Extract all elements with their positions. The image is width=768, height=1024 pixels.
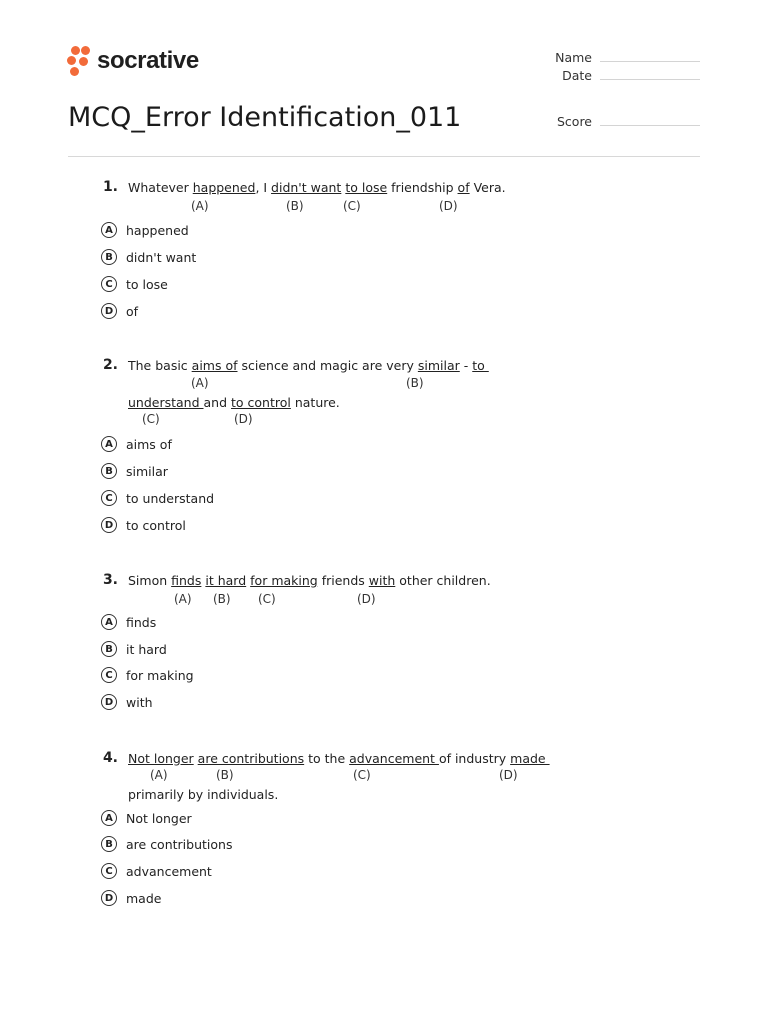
text-segment: The basic [128, 358, 192, 373]
option-letter-b: B [101, 836, 117, 852]
name-field[interactable] [532, 50, 700, 65]
question-number: 3. [102, 572, 118, 588]
option-text: to understand [126, 490, 215, 506]
option-letter-d: D [101, 517, 117, 533]
underlined-segment-d: with [368, 573, 396, 588]
option-a[interactable] [101, 434, 172, 454]
mark-c: (C) [258, 592, 276, 606]
mark-d: (D) [499, 768, 518, 782]
date-line[interactable] [600, 78, 700, 80]
date-label: Date [562, 68, 592, 83]
text-segment: Whatever [128, 180, 193, 195]
option-letter-c: C [101, 490, 117, 506]
question-text [128, 751, 550, 766]
option-text: made [126, 890, 162, 906]
option-a[interactable] [101, 612, 156, 632]
mark-c: (C) [142, 412, 160, 426]
option-c[interactable] [101, 861, 212, 881]
option-text: it hard [126, 641, 167, 657]
underlined-segment-d: made [510, 751, 550, 766]
mark-b: (B) [216, 768, 234, 782]
mark-a: (A) [191, 199, 209, 213]
underlined-segment-b: it hard [205, 573, 247, 588]
mark-b: (B) [286, 199, 304, 213]
underlined-segment-c: to lose [345, 180, 388, 195]
option-text: similar [126, 463, 168, 479]
underlined-segment-d: to control [231, 395, 291, 410]
underlined-segment-c: to [472, 358, 489, 373]
option-b[interactable] [101, 461, 168, 481]
option-letter-d: D [101, 694, 117, 710]
option-text: to lose [126, 276, 168, 292]
question-number: 2. [102, 357, 118, 373]
text-segment: to the [304, 751, 350, 766]
score-field[interactable] [532, 114, 700, 129]
header-divider [68, 156, 700, 157]
option-text: advancement [126, 863, 212, 879]
option-letter-a: A [101, 614, 117, 630]
option-letter-b: B [101, 641, 117, 657]
mark-c: (C) [343, 199, 361, 213]
option-letter-a: A [101, 810, 117, 826]
option-text: of [126, 303, 139, 319]
option-letter-a: A [101, 222, 117, 238]
text-segment: friendship [387, 180, 458, 195]
text-segment: friends [317, 573, 369, 588]
underlined-segment-c: for making [250, 573, 318, 588]
option-text: with [126, 694, 153, 710]
underlined-segment-a: happened [192, 180, 256, 195]
option-b[interactable] [101, 247, 196, 267]
text-segment: of industry [438, 751, 511, 766]
socrative-logo [67, 44, 199, 78]
underlined-segment-a: aims of [191, 358, 238, 373]
socrative-logo-icon [67, 44, 93, 78]
option-a[interactable] [101, 808, 192, 828]
option-c[interactable] [101, 274, 168, 294]
option-b[interactable] [101, 639, 167, 659]
question-text [128, 358, 489, 373]
underlined-segment-d: of [457, 180, 470, 195]
score-line[interactable] [600, 124, 700, 126]
option-letter-b: B [101, 249, 117, 265]
option-letter-c: C [101, 667, 117, 683]
underlined-segment-b: didn't want [271, 180, 342, 195]
text-segment: , I [255, 180, 272, 195]
question-text-line-2 [128, 395, 340, 410]
option-text: for making [126, 667, 194, 683]
option-letter-d: D [101, 303, 117, 319]
score-label: Score [556, 114, 592, 129]
question-text [128, 180, 506, 195]
option-d[interactable] [101, 692, 153, 712]
mark-d: (D) [357, 592, 376, 606]
page-title: MCQ_Error Identification_011 [68, 102, 462, 133]
question-text-line-2: primarily by individuals. [128, 787, 279, 802]
text-segment: Vera. [469, 180, 506, 195]
underlined-segment-b: similar [417, 358, 460, 373]
option-a[interactable] [101, 220, 189, 240]
option-text: finds [126, 614, 157, 630]
option-text: Not longer [126, 810, 192, 826]
mark-d: (D) [234, 412, 253, 426]
option-d[interactable] [101, 888, 161, 908]
question-text [128, 573, 491, 588]
mark-c: (C) [353, 768, 371, 782]
option-text: aims of [126, 436, 172, 452]
text-segment: nature. [290, 395, 340, 410]
option-letter-d: D [101, 890, 117, 906]
text-segment: other children. [395, 573, 491, 588]
mark-a: (A) [174, 592, 192, 606]
underlined-segment-b: are contributions [197, 751, 305, 766]
option-d[interactable] [101, 301, 138, 321]
option-letter-c: C [101, 276, 117, 292]
option-text: didn't want [126, 249, 197, 265]
question-number: 4. [102, 750, 118, 766]
option-text: are contributions [126, 836, 233, 852]
name-label: Name [555, 50, 592, 65]
mark-d: (D) [439, 199, 458, 213]
mark-a: (A) [150, 768, 168, 782]
option-letter-c: C [101, 863, 117, 879]
option-letter-b: B [101, 463, 117, 479]
name-line[interactable] [600, 60, 700, 62]
brand-name: socrative [97, 47, 199, 74]
underlined-segment-a: Not longer [128, 751, 194, 766]
mark-b: (B) [213, 592, 231, 606]
mark-a: (A) [191, 376, 209, 390]
date-field[interactable] [532, 68, 700, 83]
text-segment: - [459, 358, 473, 373]
underlined-segment-c: advancement [349, 751, 439, 766]
text-segment: and [203, 395, 232, 410]
question-number: 1. [102, 179, 118, 195]
option-text: to control [126, 517, 186, 533]
option-b[interactable] [101, 834, 232, 854]
mark-b: (B) [406, 376, 424, 390]
text-segment: science and magic are very [237, 358, 418, 373]
option-letter-a: A [101, 436, 117, 452]
text-segment: Simon [128, 573, 172, 588]
option-d[interactable] [101, 515, 186, 535]
option-text: happened [126, 222, 189, 238]
underlined-segment-c: understand [128, 395, 204, 410]
option-c[interactable] [101, 488, 214, 508]
underlined-segment-a: finds [171, 573, 202, 588]
option-c[interactable] [101, 665, 194, 685]
